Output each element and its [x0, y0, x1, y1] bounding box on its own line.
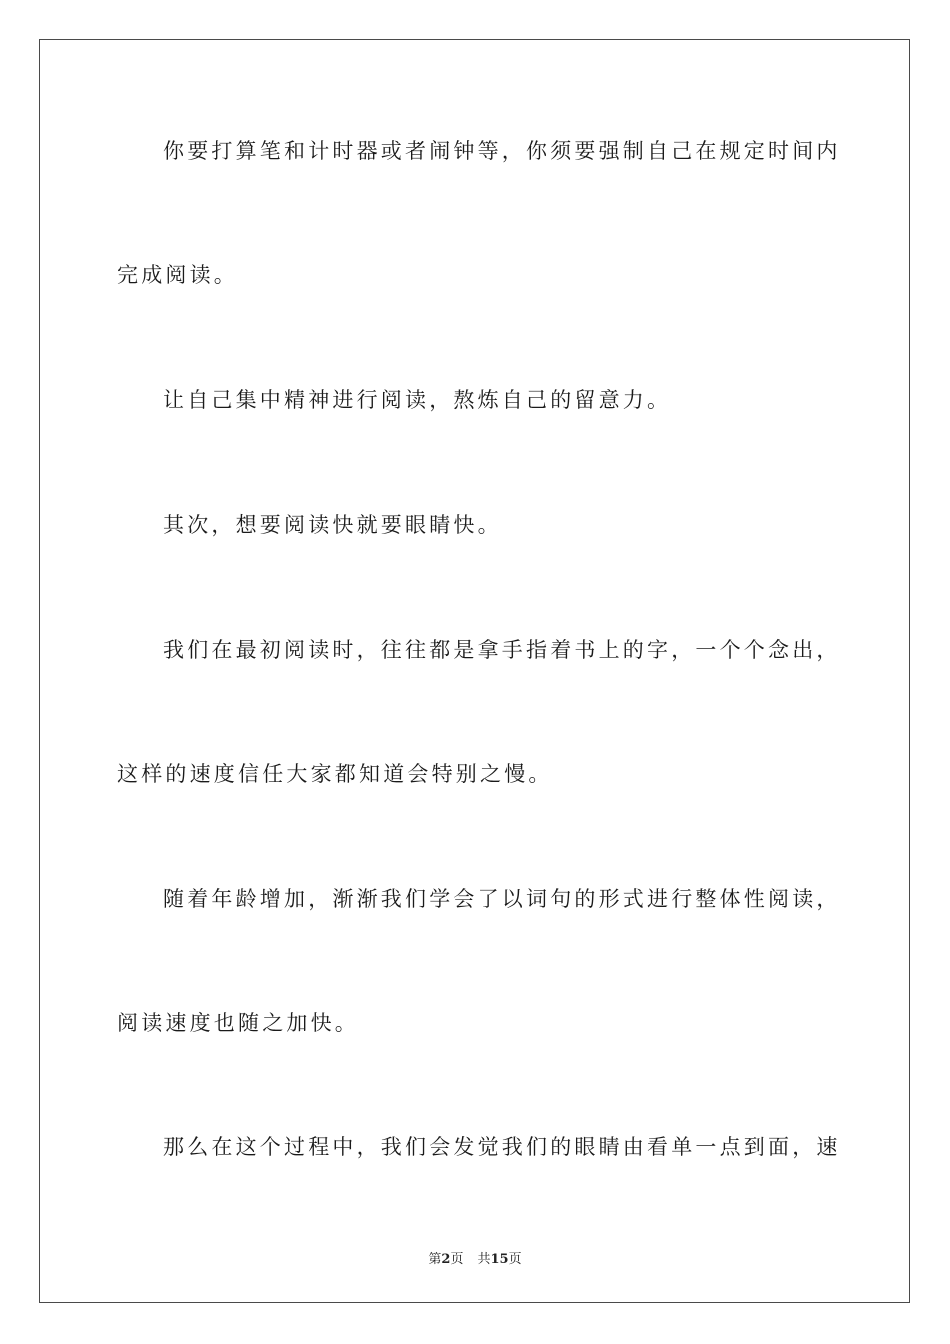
footer-page-number: 2	[441, 1252, 451, 1267]
paragraph-line: 让自己集中精神进行阅读，熬炼自己的留意力。	[163, 388, 672, 412]
paragraph-line: 其次，想要阅读快就要眼睛快。	[163, 513, 502, 537]
paragraph-line: 我们在最初阅读时，往往都是拿手指着书上的字，一个个念出，	[163, 638, 841, 662]
paragraph-line: 你要打算笔和计时器或者闹钟等，你须要强制自己在规定时间内	[163, 139, 841, 163]
footer-page-prefix: 第	[428, 1252, 442, 1267]
footer-total-prefix: 共	[477, 1252, 491, 1267]
page-footer	[0, 1248, 950, 1267]
paragraph-line: 随着年龄增加，渐渐我们学会了以词句的形式进行整体性阅读，	[163, 887, 841, 911]
paragraph-line: 这样的速度信任大家都知道会特别之慢。	[117, 762, 553, 786]
page-border	[39, 39, 910, 1303]
footer-total-pages: 15	[490, 1252, 509, 1267]
paragraph-line: 那么在这个过程中，我们会发觉我们的眼睛由看单一点到面，速	[163, 1135, 841, 1159]
paragraph-line: 完成阅读。	[117, 263, 238, 287]
footer-total-suffix: 页	[508, 1252, 522, 1267]
footer-page-suffix: 页	[450, 1252, 464, 1267]
paragraph-line: 阅读速度也随之加快。	[117, 1011, 359, 1035]
